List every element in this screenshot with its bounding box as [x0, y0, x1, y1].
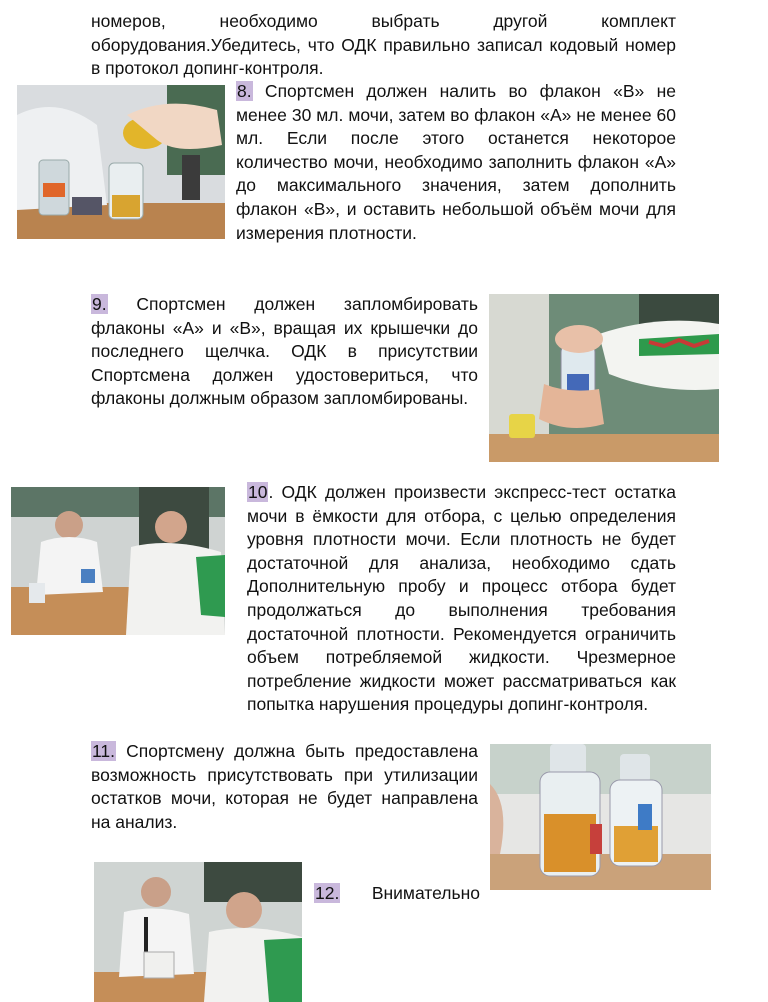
photo-pouring-sample [17, 85, 225, 239]
step-10-paragraph [247, 481, 676, 717]
step-11-text: Спортсмену должна быть предоставлена возможность присутствовать при утилизации остатков мочи, которая не будет направлена на анализ. [91, 741, 478, 832]
step-11-number: 11. [92, 741, 116, 761]
step-12-number: 12. [315, 883, 340, 903]
step-9-text: Спортсмен должен запломбировать флаконы «А» и «В», вращая их крышечки до последнего щелчка. ОДК в присутствии Спортсмена должен удостовериться, что флаконы должным образом запломбированы. [91, 294, 478, 409]
photo-officer-athlete [94, 862, 302, 1002]
step-10-text: . ОДК должен произвести экспресс-тест остатка мочи в ёмкости для отбора, с целью определения уровня плотности мочи. Если плотность не будет достаточной для анализа, необходимо сдать Дополнительную пробу и процесс отбора будет продолжаться до выполнения требования достаточной плотности. Рекомендуется ограничить объем потребляемой жидкости. Чрезмерное потребление жидкости может рассматриваться как попытка нарушения процедуры допинг-контроля. [247, 482, 676, 715]
step-9-number: 9. [92, 294, 107, 314]
step-9-paragraph [91, 293, 478, 411]
intro-paragraph: номеров, необходимо выбрать другой комплект оборудования.Убедитесь, что ОДК правильно записал кодовый номер в протокол допинг-контроля. [91, 11, 676, 79]
step-8-text: Спортсмен должен налить во флакон «B» не менее 30 мл. мочи, затем во флакон «А» не менее 60 мл. Если после этого останется некоторое количество мочи, необходимо заполнить флакон «А» до максимального значения, затем дополнить флакон «B», и оставить небольшой объём мочи для измерения плотности. [236, 81, 676, 243]
photo-sealing-bottle [489, 294, 719, 462]
step-8-number: 8. [237, 81, 252, 101]
step-12-paragraph [314, 882, 480, 906]
photo-density-test [11, 487, 225, 635]
photo-sample-bottles [490, 744, 711, 890]
step-11-paragraph [91, 740, 478, 834]
step-8-paragraph [236, 80, 676, 245]
step-12-text: Внимательно [371, 883, 480, 903]
step-10-number: 10 [248, 482, 268, 502]
